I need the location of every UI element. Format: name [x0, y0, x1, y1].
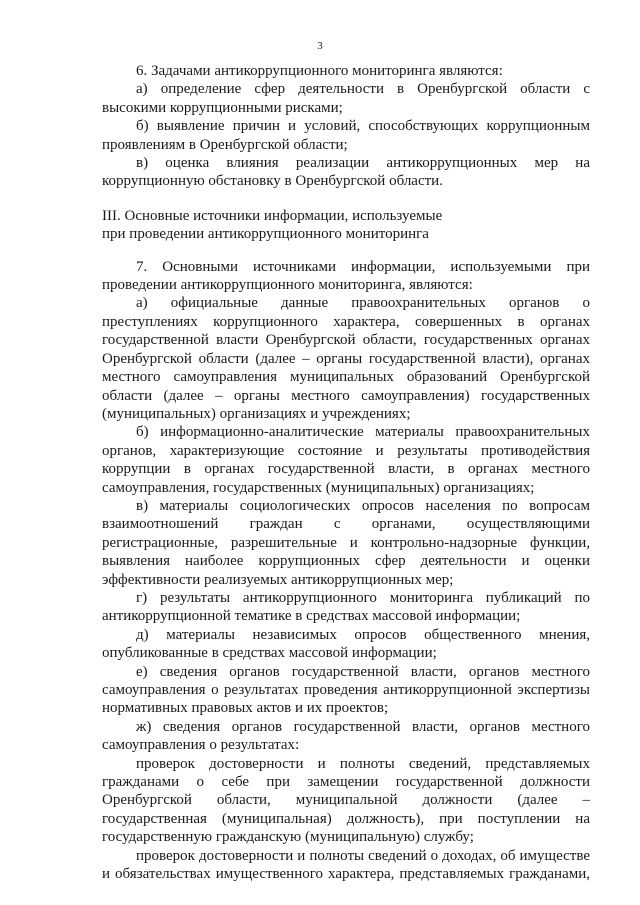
paragraph-subitem-1: проверок достоверности и полноты сведений, представляемых гражданами о себе при замещении государственной должности Оренбургской области, муниципальной должности (далее – государственная (муниципальная) должность), при поступлении на государственную гражданскую (муниципальную) службу;: [102, 755, 590, 846]
paragraph-item-6a: а) определение сфер деятельности в Оренбургской области с высокими коррупционными рисками;: [102, 81, 590, 116]
paragraph-item-7g: г) результаты антикоррупционного мониторинга публикаций по антикоррупционной тематике в средствах массовой информации;: [102, 589, 590, 625]
document-body: [102, 62, 590, 883]
section-heading-line-2: при проведении антикоррупционного мониторинга: [102, 226, 429, 243]
section-heading-line-1: III. Основные источники информации, используемые: [102, 207, 443, 224]
paragraph-item-7e: е) сведения органов государственной власти, органов местного самоуправления о результатах проведения антикоррупционной экспертизы нормативных правовых актов и их проектов;: [102, 663, 590, 717]
paragraph-item-7v: в) материалы социологических опросов населения по вопросам взаимоотношений граждан с органами, осуществляющими регистрационные, разрешительные и контрольно-надзорные функции, выявления наиболее коррупционных сфер деятельности и оценки эффективности реализуемых антикоррупционных мер;: [102, 497, 590, 588]
paragraph-item-7d: д) материалы независимых опросов общественного мнения, опубликованные в средствах массовой информации;: [102, 626, 590, 662]
paragraph-item-6: 6. Задачами антикоррупционного мониторинга являются:: [136, 63, 503, 79]
page-number: 3: [317, 40, 323, 52]
paragraph-item-7zh: ж) сведения органов государственной власти, органов местного самоуправления о результатах:: [102, 718, 590, 754]
paragraph-item-6b: б) выявление причин и условий, способствующих коррупционным проявлениям в Оренбургской области;: [102, 118, 590, 153]
paragraph-item-6v: в) оценка влияния реализации антикоррупционных мер на коррупционную обстановку в Оренбургской области.: [102, 155, 590, 190]
paragraph-item-7: 7. Основными источниками информации, используемыми при проведении антикоррупционного мониторинга, являются:: [102, 258, 590, 294]
paragraph-subitem-2: проверок достоверности и полноты сведений о доходах, об имуществе и обязательствах имущественного характера, представляемых гражданами,: [102, 847, 590, 883]
paragraph-item-7a: а) официальные данные правоохранительных органов о преступлениях коррупционного характера, совершенных в органах государственной власти Оренбургской области, государственных органах Оренбургской области (далее – органы государственной власти), органах местного самоуправления муниципальных образований Оренбургской области (далее – органы местного самоуправления) государственных (муниципальных) организациях и учреждениях;: [102, 295, 590, 422]
section-heading: [102, 207, 590, 244]
paragraph-item-7b: б) информационно-аналитические материалы правоохранительных органов, характеризующие состояние и результаты противодействия коррупции в органах государственной власти, в органах местного самоуправления, государственных (муниципальных) организациях;: [102, 424, 590, 496]
